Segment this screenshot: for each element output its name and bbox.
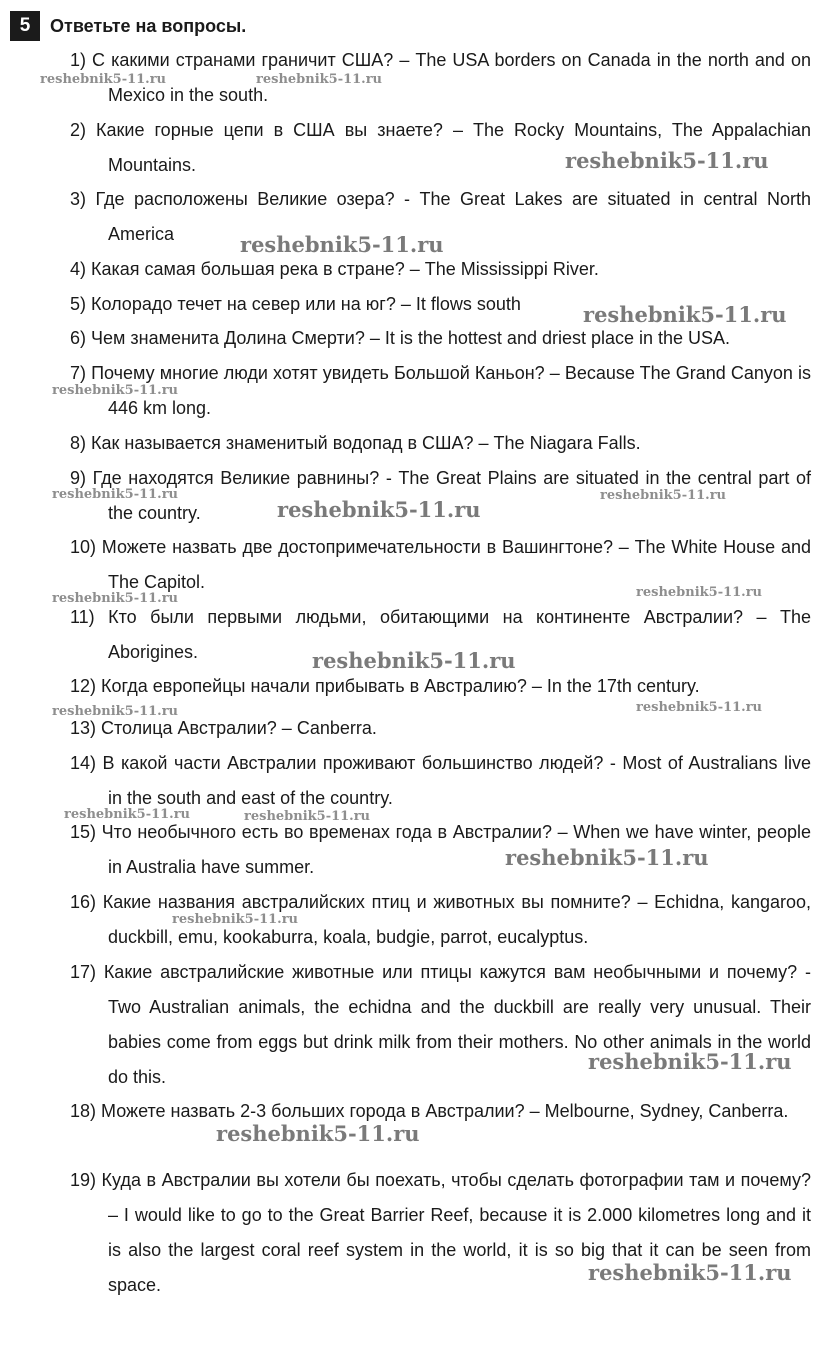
question-13: 13) Столица Австралии? – Canberra.	[70, 718, 377, 738]
question-14: 14) В какой части Австралии проживают большинство людей? - Most of Australians live in the south and east of the country.	[70, 753, 811, 808]
question-9: 9) Где находятся Великие равнины? - The Great Plains are situated in the central part of the country.	[70, 468, 811, 523]
question-3: 3) Где расположены Великие озера? - The Great Lakes are situated in central North America	[70, 189, 811, 244]
watermark-text: reshebnik5-11.ru	[172, 912, 299, 927]
watermark-text: reshebnik5-11.ru	[600, 488, 727, 503]
watermark-text: reshebnik5-11.ru	[588, 1260, 792, 1285]
watermark-text: reshebnik5-11.ru	[52, 487, 179, 502]
question-7: 7) Почему многие люди хотят увидеть Большой Каньон? – Because The Grand Canyon is 446 km long.	[70, 363, 811, 418]
question-11: 11) Кто были первыми людьми, обитающими на континенте Австралии? – The Aborigines.	[70, 607, 811, 662]
watermark-text: reshebnik5-11.ru	[256, 72, 383, 87]
watermark-text: reshebnik5-11.ru	[52, 383, 179, 398]
question-1: 1) С какими странами граничит США? – The USA borders on Canada in the north and on Mexico in the south.	[70, 50, 811, 105]
question-16: 16) Какие названия австралийских птиц и животных вы помните? – Echidna, kangaroo, duckbill, emu, kookaburra, koala, budgie, parrot, eucalyptus.	[70, 892, 811, 947]
question-18: 18) Можете назвать 2-3 больших города в Австралии? – Melbourne, Sydney, Canberra.	[70, 1101, 789, 1121]
watermark-text: reshebnik5-11.ru	[64, 807, 191, 822]
watermark-text: reshebnik5-11.ru	[588, 1049, 792, 1074]
watermark-text: reshebnik5-11.ru	[583, 302, 787, 327]
watermark-text: reshebnik5-11.ru	[636, 700, 763, 715]
question-5: 5) Колорадо течет на север или на юг? – It flows south	[70, 294, 521, 314]
watermark-text: reshebnik5-11.ru	[52, 704, 179, 719]
watermark-text: reshebnik5-11.ru	[565, 148, 769, 173]
watermark-text: reshebnik5-11.ru	[277, 497, 481, 522]
question-17: 17) Какие австралийские животные или птицы кажутся вам необычными и почему? - Two Australian animals, the echidna and the duckbill are really very unusual. Their babies come from eggs but drink milk from their mothers. No other animals in the world do this.	[70, 962, 811, 1087]
task-header	[10, 11, 246, 41]
watermark-text: reshebnik5-11.ru	[52, 591, 179, 606]
question-4: 4) Какая самая большая река в стране? – The Mississippi River.	[70, 259, 599, 279]
watermark-text: reshebnik5-11.ru	[312, 648, 516, 673]
task-number-badge: 5	[10, 11, 40, 41]
question-8: 8) Как называется знаменитый водопад в США? – The Niagara Falls.	[70, 433, 641, 453]
watermark-text: reshebnik5-11.ru	[40, 72, 167, 87]
question-19: 19) Куда в Австралии вы хотели бы поехать, чтобы сделать фотографии там и почему? – I would like to go to the Great Barrier Reef, because it is 2.000 kilometres long and it is also the largest coral reef system in the world, it is so big that it can be seen from space.	[70, 1170, 811, 1295]
watermark-text: reshebnik5-11.ru	[244, 809, 371, 824]
watermark-text: reshebnik5-11.ru	[216, 1121, 420, 1146]
question-2: 2) Какие горные цепи в США вы знаете? – The Rocky Mountains, The Appalachian Mountains.	[70, 120, 811, 175]
watermark-text: reshebnik5-11.ru	[240, 232, 444, 257]
question-6: 6) Чем знаменита Долина Смерти? – It is the hottest and driest place in the USA.	[70, 328, 731, 348]
watermark-text: reshebnik5-11.ru	[636, 585, 763, 600]
question-10: 10) Можете назвать две достопримечательности в Вашингтоне? – The White House and The Capitol.	[70, 537, 811, 592]
question-15: 15) Что необычного есть во временах года в Австралии? – When we have winter, people in Australia have summer.	[70, 822, 811, 877]
question-12: 12) Когда европейцы начали прибывать в Австралию? – In the 17th century.	[70, 676, 700, 696]
task-title: Ответьте на вопросы.	[50, 15, 247, 36]
watermark-text: reshebnik5-11.ru	[505, 845, 709, 870]
